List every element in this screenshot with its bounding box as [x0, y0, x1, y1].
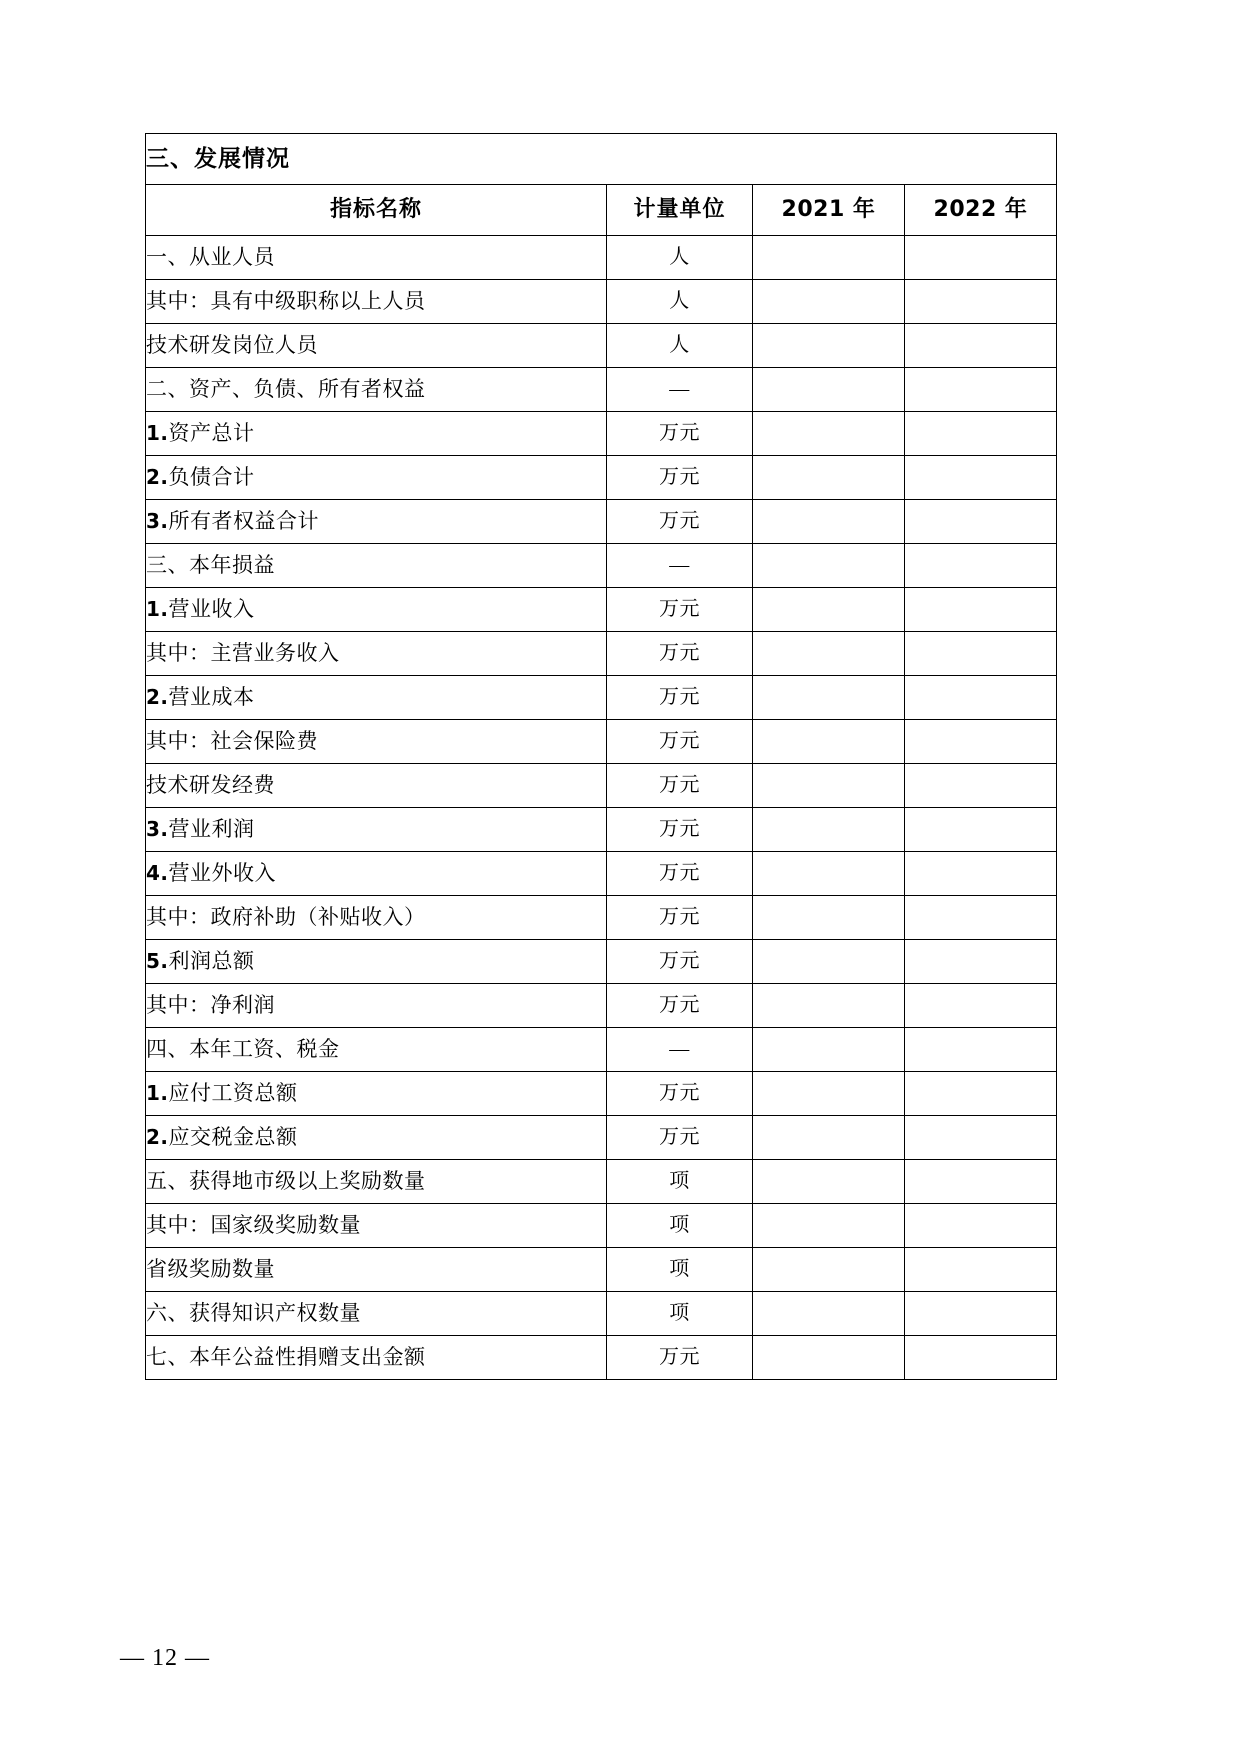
value-cell-2022[interactable]	[905, 1248, 1057, 1292]
indicator-name-cell	[146, 456, 607, 500]
value-cell-2021[interactable]	[753, 236, 905, 280]
value-cell-2021[interactable]	[753, 720, 905, 764]
indicator-label: 三、本年损益	[146, 553, 275, 577]
table-row	[146, 720, 1057, 764]
indicator-name-cell	[146, 1116, 607, 1160]
value-cell-2022[interactable]	[905, 632, 1057, 676]
table-row	[146, 456, 1057, 500]
table-row	[146, 764, 1057, 808]
table-row	[146, 632, 1057, 676]
indicator-name-cell	[146, 984, 607, 1028]
value-cell-2022[interactable]	[905, 940, 1057, 984]
table-row	[146, 368, 1057, 412]
table-row	[146, 588, 1057, 632]
table-row	[146, 1116, 1057, 1160]
unit-cell: 万元	[607, 456, 753, 500]
indicator-name-cell	[146, 676, 607, 720]
unit-cell: 万元	[607, 808, 753, 852]
unit-cell: —	[607, 1028, 753, 1072]
value-cell-2021[interactable]	[753, 808, 905, 852]
page-number: — 12 —	[120, 1645, 210, 1671]
value-cell-2022[interactable]	[905, 368, 1057, 412]
indicator-name-cell	[146, 368, 607, 412]
indicator-name-cell	[146, 412, 607, 456]
indicator-label: 负债合计	[168, 465, 255, 489]
value-cell-2022[interactable]	[905, 1292, 1057, 1336]
table-row	[146, 1160, 1057, 1204]
development-status-table	[145, 133, 1057, 1380]
table-row	[146, 1336, 1057, 1380]
value-cell-2021[interactable]	[753, 896, 905, 940]
indicator-number: 3.	[146, 509, 169, 533]
indicator-name-cell	[146, 764, 607, 808]
column-header-unit: 计量单位	[607, 185, 753, 236]
indicator-label: 七、本年公益性捐赠支出金额	[146, 1345, 426, 1369]
value-cell-2022[interactable]	[905, 676, 1057, 720]
indicator-label: 其中：国家级奖励数量	[146, 1213, 361, 1237]
indicator-name-cell	[146, 324, 607, 368]
value-cell-2021[interactable]	[753, 1292, 905, 1336]
indicator-name-cell	[146, 1028, 607, 1072]
unit-cell: 人	[607, 280, 753, 324]
indicator-label: 二、资产、负债、所有者权益	[146, 377, 426, 401]
unit-cell: 万元	[607, 720, 753, 764]
value-cell-2022[interactable]	[905, 588, 1057, 632]
unit-cell: 项	[607, 1292, 753, 1336]
value-cell-2022[interactable]	[905, 236, 1057, 280]
indicator-name-cell	[146, 852, 607, 896]
value-cell-2022[interactable]	[905, 720, 1057, 764]
table-row	[146, 1028, 1057, 1072]
value-cell-2022[interactable]	[905, 896, 1057, 940]
value-cell-2022[interactable]	[905, 412, 1057, 456]
column-header-year-2021: 2021 年	[753, 185, 905, 236]
value-cell-2021[interactable]	[753, 1336, 905, 1380]
unit-cell: 万元	[607, 940, 753, 984]
value-cell-2022[interactable]	[905, 544, 1057, 588]
value-cell-2021[interactable]	[753, 324, 905, 368]
value-cell-2021[interactable]	[753, 1072, 905, 1116]
value-cell-2022[interactable]	[905, 1204, 1057, 1248]
value-cell-2021[interactable]	[753, 368, 905, 412]
value-cell-2021[interactable]	[753, 1028, 905, 1072]
unit-cell: —	[607, 368, 753, 412]
table-row	[146, 544, 1057, 588]
indicator-number: 1.	[146, 421, 169, 445]
unit-cell: 项	[607, 1204, 753, 1248]
unit-cell: 万元	[607, 764, 753, 808]
unit-cell: 万元	[607, 896, 753, 940]
indicator-number: 2.	[146, 685, 169, 709]
value-cell-2022[interactable]	[905, 456, 1057, 500]
indicator-label: 营业成本	[168, 685, 255, 709]
value-cell-2022[interactable]	[905, 1160, 1057, 1204]
value-cell-2021[interactable]	[753, 1248, 905, 1292]
indicator-label: 利润总额	[168, 949, 255, 973]
indicator-name-cell	[146, 236, 607, 280]
indicator-name-cell	[146, 808, 607, 852]
indicator-number: 4.	[146, 861, 169, 885]
table-row	[146, 984, 1057, 1028]
value-cell-2021[interactable]	[753, 544, 905, 588]
value-cell-2022[interactable]	[905, 280, 1057, 324]
indicator-name-cell	[146, 1292, 607, 1336]
value-cell-2022[interactable]	[905, 1072, 1057, 1116]
indicator-name-cell	[146, 1160, 607, 1204]
column-header-year-2022: 2022 年	[905, 185, 1057, 236]
indicator-number: 2.	[146, 1125, 169, 1149]
unit-cell: 万元	[607, 412, 753, 456]
table-row	[146, 280, 1057, 324]
indicator-name-cell	[146, 1072, 607, 1116]
unit-cell: 万元	[607, 500, 753, 544]
value-cell-2021[interactable]	[753, 940, 905, 984]
value-cell-2021[interactable]	[753, 1160, 905, 1204]
table-row	[146, 1204, 1057, 1248]
unit-cell: 万元	[607, 588, 753, 632]
indicator-name-cell	[146, 896, 607, 940]
indicator-label: 应交税金总额	[168, 1125, 298, 1149]
unit-cell: —	[607, 544, 753, 588]
indicator-label: 其中：政府补助（补贴收入）	[146, 905, 426, 929]
indicator-label: 其中：主营业务收入	[146, 641, 340, 665]
value-cell-2021[interactable]	[753, 1204, 905, 1248]
indicator-label: 其中：具有中级职称以上人员	[146, 289, 426, 313]
table-row	[146, 412, 1057, 456]
indicator-number: 3.	[146, 817, 169, 841]
indicator-label: 技术研发岗位人员	[146, 333, 318, 357]
table-row	[146, 500, 1057, 544]
value-cell-2021[interactable]	[753, 632, 905, 676]
table-row	[146, 852, 1057, 896]
value-cell-2021[interactable]	[753, 1116, 905, 1160]
indicator-name-cell	[146, 280, 607, 324]
indicator-label: 省级奖励数量	[146, 1257, 275, 1281]
indicator-label: 应付工资总额	[168, 1081, 298, 1105]
unit-cell: 万元	[607, 1116, 753, 1160]
value-cell-2021[interactable]	[753, 984, 905, 1028]
value-cell-2021[interactable]	[753, 764, 905, 808]
indicator-label: 所有者权益合计	[168, 509, 320, 533]
value-cell-2022[interactable]	[905, 764, 1057, 808]
table-row	[146, 236, 1057, 280]
unit-cell: 万元	[607, 852, 753, 896]
value-cell-2021[interactable]	[753, 852, 905, 896]
indicator-number: 2.	[146, 465, 169, 489]
value-cell-2021[interactable]	[753, 412, 905, 456]
value-cell-2022[interactable]	[905, 324, 1057, 368]
table-row	[146, 1248, 1057, 1292]
section-title: 三、发展情况	[146, 134, 1057, 185]
indicator-label: 一、从业人员	[146, 245, 275, 269]
value-cell-2022[interactable]	[905, 1028, 1057, 1072]
table-row	[146, 940, 1057, 984]
value-cell-2021[interactable]	[753, 588, 905, 632]
unit-cell: 项	[607, 1248, 753, 1292]
unit-cell: 人	[607, 324, 753, 368]
indicator-name-cell	[146, 632, 607, 676]
table-row	[146, 324, 1057, 368]
indicator-label: 其中：社会保险费	[146, 729, 318, 753]
indicator-name-cell	[146, 544, 607, 588]
indicator-number: 5.	[146, 949, 169, 973]
indicator-label: 六、获得知识产权数量	[146, 1301, 361, 1325]
value-cell-2022[interactable]	[905, 1116, 1057, 1160]
indicator-label: 资产总计	[168, 421, 255, 445]
indicator-label: 营业外收入	[168, 861, 277, 885]
value-cell-2021[interactable]	[753, 456, 905, 500]
indicator-label: 营业收入	[168, 597, 255, 621]
table-row	[146, 808, 1057, 852]
unit-cell: 项	[607, 1160, 753, 1204]
table-body	[146, 134, 1057, 1380]
indicator-label: 技术研发经费	[146, 773, 275, 797]
column-header-indicator-name: 指标名称	[146, 185, 607, 236]
indicator-name-cell	[146, 1336, 607, 1380]
unit-cell: 万元	[607, 1072, 753, 1116]
table-row	[146, 896, 1057, 940]
indicator-label: 四、本年工资、税金	[146, 1037, 340, 1061]
value-cell-2022[interactable]	[905, 984, 1057, 1028]
indicator-label: 五、获得地市级以上奖励数量	[146, 1169, 426, 1193]
value-cell-2022[interactable]	[905, 1336, 1057, 1380]
unit-cell: 万元	[607, 632, 753, 676]
unit-cell: 万元	[607, 984, 753, 1028]
value-cell-2022[interactable]	[905, 500, 1057, 544]
unit-cell: 万元	[607, 1336, 753, 1380]
indicator-label: 营业利润	[168, 817, 255, 841]
indicator-label: 其中：净利润	[146, 993, 275, 1017]
unit-cell: 人	[607, 236, 753, 280]
table-row	[146, 1072, 1057, 1116]
value-cell-2022[interactable]	[905, 808, 1057, 852]
section-title-row	[146, 134, 1057, 185]
value-cell-2021[interactable]	[753, 676, 905, 720]
indicator-number: 1.	[146, 1081, 169, 1105]
unit-cell: 万元	[607, 676, 753, 720]
table-header-row	[146, 185, 1057, 236]
table-row	[146, 676, 1057, 720]
indicator-name-cell	[146, 720, 607, 764]
indicator-name-cell	[146, 588, 607, 632]
indicator-name-cell	[146, 1248, 607, 1292]
indicator-number: 1.	[146, 597, 169, 621]
value-cell-2021[interactable]	[753, 500, 905, 544]
indicator-name-cell	[146, 500, 607, 544]
indicator-name-cell	[146, 940, 607, 984]
value-cell-2022[interactable]	[905, 852, 1057, 896]
table-row	[146, 1292, 1057, 1336]
indicator-name-cell	[146, 1204, 607, 1248]
value-cell-2021[interactable]	[753, 280, 905, 324]
